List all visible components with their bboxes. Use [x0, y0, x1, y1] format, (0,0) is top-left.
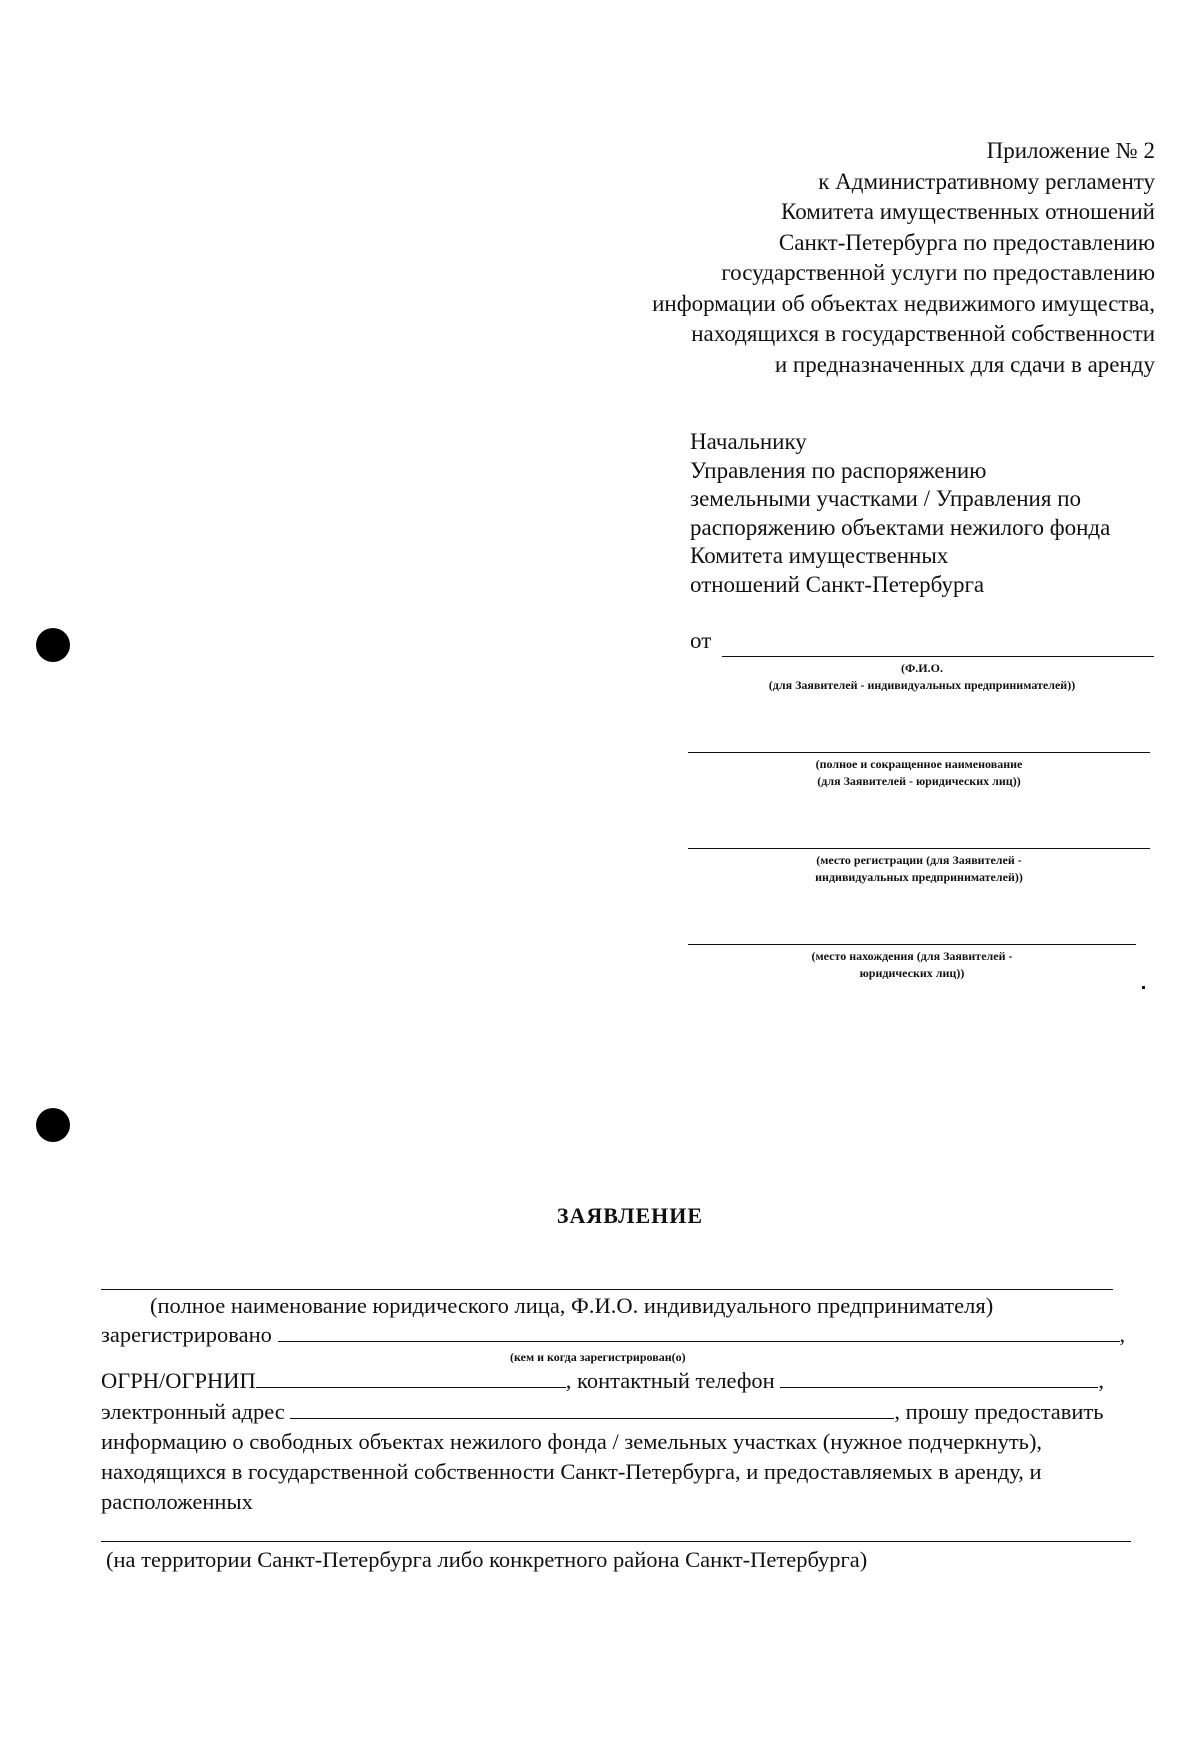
- territory-underline[interactable]: [101, 1541, 1131, 1542]
- addressee-line: Начальнику: [690, 429, 807, 454]
- registered-label: зарегистрировано: [101, 1322, 272, 1347]
- appendix-line: информации об объектах недвижимого имущества,: [652, 290, 1155, 316]
- email-row: [101, 1397, 1161, 1427]
- request-paragraph-line: находящихся в государственной собственности Санкт-Петербурга, и предоставляемых в аренду, и: [101, 1459, 1042, 1484]
- request-paragraph-line: информацию о свободных объектах нежилого фонда / земельных участках (нужное подчеркнуть),: [101, 1429, 1043, 1454]
- full-name-underline[interactable]: [101, 1289, 1113, 1290]
- applicant-fio-field[interactable]: [722, 656, 1154, 657]
- registered-by-field[interactable]: [278, 1321, 1120, 1342]
- name-caption-line: (полное и сокращенное наименование: [815, 757, 1023, 771]
- name-caption-line: (для Заявителей - юридических лиц)): [817, 774, 1021, 788]
- request-paragraph-line: расположенных: [101, 1489, 253, 1514]
- appendix-line: Приложение № 2: [986, 138, 1155, 163]
- location-caption-line: (место нахождения (для Заявителей -: [811, 949, 1013, 963]
- ogrn-label: ОГРН/ОГРНИП: [101, 1368, 256, 1393]
- territory-caption: (на территории Санкт-Петербурга либо конкретного района Санкт-Петербурга): [106, 1547, 868, 1572]
- appendix-line: находящихся в государственной собственности: [691, 321, 1155, 346]
- addressee-block: [690, 428, 1150, 599]
- addressee-line: распоряжению объектами нежилого фонда: [690, 514, 1111, 540]
- full-name-caption: (полное наименование юридического лица, Ф.И.О. индивидуального предпринимателя): [150, 1293, 994, 1318]
- fio-caption-line: (Ф.И.О.: [901, 661, 943, 675]
- addressee-line: отношений Санкт-Петербурга: [690, 571, 985, 597]
- comma: ,: [1098, 1368, 1104, 1393]
- location-caption-line: юридических лиц)): [859, 966, 965, 980]
- registration-caption: [688, 852, 1150, 886]
- name-caption: [688, 756, 1150, 790]
- registration-caption-line: (место регистрации (для Заявителей -: [816, 853, 1022, 867]
- territory-field[interactable]: [101, 1541, 1131, 1542]
- appendix-line: Комитета имущественных отношений: [781, 199, 1155, 224]
- phone-field[interactable]: [780, 1367, 1098, 1388]
- addressee-line: Управления по распоряжению: [690, 457, 987, 483]
- comma: ,: [1119, 1322, 1126, 1347]
- punch-hole-bottom: [36, 1108, 70, 1142]
- request-tail: , прошу предоставить: [894, 1399, 1104, 1424]
- fio-caption-line: (для Заявителей - индивидуальных предпринимателей)): [768, 678, 1076, 692]
- location-underline[interactable]: [688, 944, 1136, 945]
- appendix-line: к Административному регламенту: [818, 168, 1155, 194]
- name-underline[interactable]: [688, 752, 1150, 753]
- ogrn-phone-row: [101, 1366, 1161, 1396]
- registration-place-field[interactable]: [688, 848, 1150, 849]
- registered-caption: (кем и когда зарегистрирован(о): [510, 1350, 686, 1364]
- appendix-line: государственной услуги по предоставлению: [721, 260, 1155, 285]
- ogrn-field[interactable]: [256, 1367, 566, 1388]
- document-title: ЗАЯВЛЕНИЕ: [556, 1203, 704, 1228]
- phone-label: , контактный телефон: [565, 1368, 775, 1393]
- full-name-field[interactable]: [101, 1289, 1113, 1290]
- applicant-name-field[interactable]: [688, 752, 1150, 753]
- appendix-header: [560, 136, 1155, 380]
- location-caption: [688, 948, 1136, 982]
- location-field[interactable]: [688, 944, 1136, 945]
- fio-underline[interactable]: [722, 656, 1154, 657]
- punch-hole-top: [36, 628, 70, 662]
- email-label: электронный адрес: [101, 1399, 285, 1424]
- registered-row: [101, 1320, 1161, 1350]
- registration-underline[interactable]: [688, 848, 1150, 849]
- from-label: от: [690, 628, 712, 653]
- addressee-line: Комитета имущественных: [690, 543, 949, 568]
- appendix-line: Санкт-Петербурга по предоставлению: [778, 229, 1155, 255]
- appendix-line: и предназначенных для сдачи в аренду: [774, 351, 1155, 377]
- email-field[interactable]: [290, 1398, 894, 1419]
- fio-caption: [690, 660, 1154, 694]
- registration-caption-line: индивидуальных предпринимателей)): [815, 870, 1023, 884]
- addressee-line: земельными участками / Управления по: [690, 486, 1081, 511]
- scan-speck: [1142, 986, 1145, 989]
